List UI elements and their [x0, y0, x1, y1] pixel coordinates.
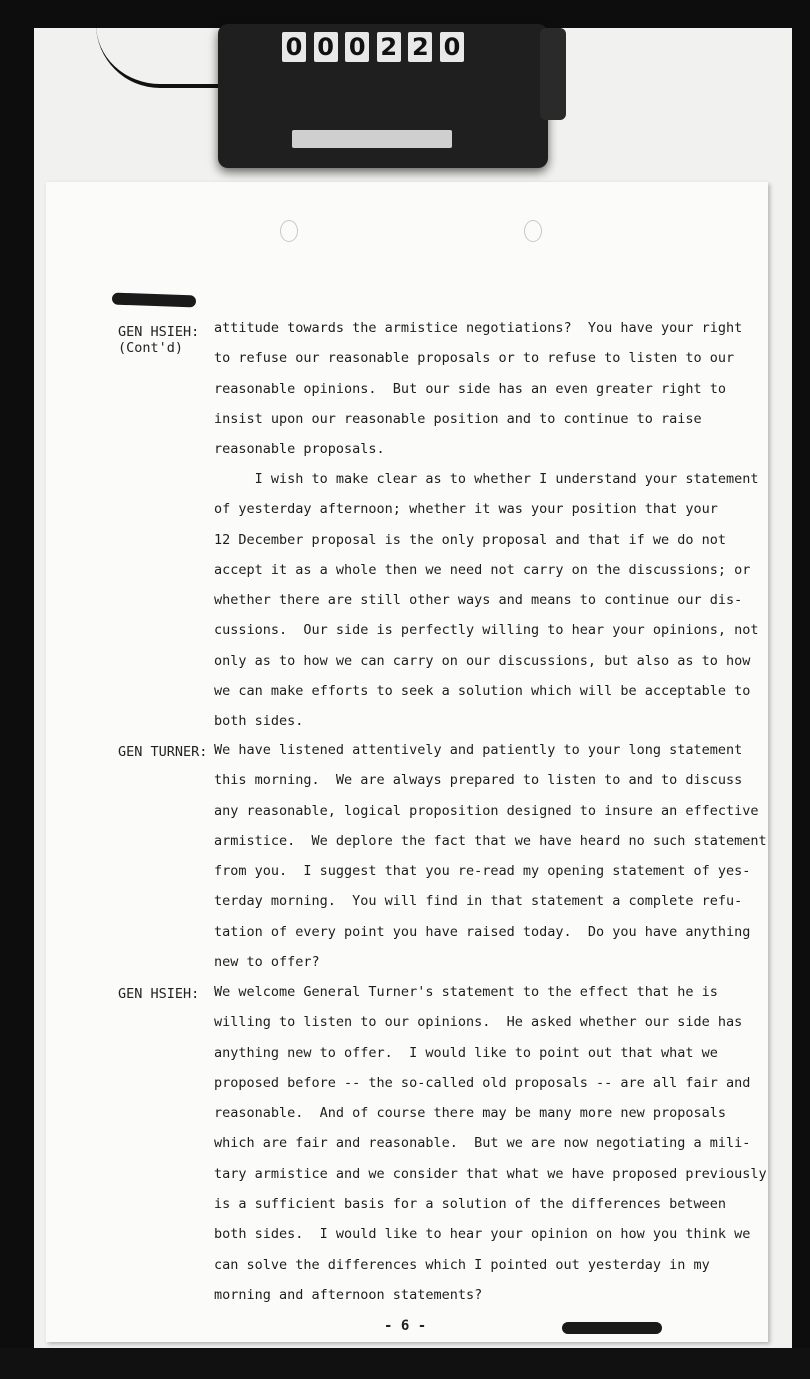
film-frame-edge: [0, 1348, 810, 1379]
paragraph: I wish to make clear as to whether I understand your statement of yesterday afternoon; whether it was your position that your 12 December proposal is the only proposal and that if we do not accept it as a whole then we need not carry on the discussions; or whether there are still other ways and means to continue our dis- cussions. Our side is perfectly willing to hear your opinions, not only as to how we can carry on our discussions, but also as to how we can make efforts to seek a solution which will be acceptable to both sides.: [214, 471, 759, 730]
redaction-mark: [562, 1322, 662, 1334]
speaker-label: GEN HSIEH: (Cont'd): [118, 324, 200, 356]
page-number: - 6 -: [384, 1318, 427, 1334]
redaction-mark: [112, 293, 196, 308]
document-page: [46, 182, 768, 1342]
punch-hole: [524, 220, 542, 242]
counter-digit: 0: [345, 32, 369, 62]
counter-digit: 2: [408, 32, 432, 62]
frame-counter-digits: [282, 32, 464, 62]
counter-digit: 0: [314, 32, 338, 62]
counter-label-plate: [292, 130, 452, 148]
paragraph: We welcome General Turner's statement to the effect that he is willing to listen to our opinions. He asked whether our side has anything new to offer. I would like to point out that what we proposed before -- the so-called old proposals -- are all fair and reasonable. And of course there may be many more new proposals which are fair and reasonable. But we are now negotiating a mili- tary armistice and we consider that what we have proposed previously is a sufficient basis for a solution of the differences between both sides. I would like to hear your opinion on how you think we can solve the differences which I pointed out yesterday in my morning and afternoon statements?: [214, 984, 767, 1303]
paragraph: We have listened attentively and patiently to your long statement this morning. We are always prepared to listen to and to discuss any reasonable, logical proposition designed to insure an effective armistice. We deplore the fact that we have heard no such statement from you. I suggest that you re-read my opening statement of yes- terday morning. You will find in that statement a complete refu- tation of every point you have raised today. Do you have anything new to offer?: [214, 742, 767, 971]
punch-hole: [280, 220, 298, 242]
counter-digit: 0: [282, 32, 306, 62]
paragraph: attitude towards the armistice negotiations? You have your right to refuse our reasonable proposals or to refuse to listen to our reasonable opinions. But our side has an even greater right to insist upon our reasonable position and to continue to raise reasonable proposals.: [214, 320, 743, 458]
counter-digit: 0: [440, 32, 464, 62]
counter-knob: [540, 28, 566, 120]
speaker-label: GEN TURNER:: [118, 744, 208, 760]
counter-digit: 2: [377, 32, 401, 62]
speaker-label: GEN HSIEH:: [118, 986, 200, 1002]
